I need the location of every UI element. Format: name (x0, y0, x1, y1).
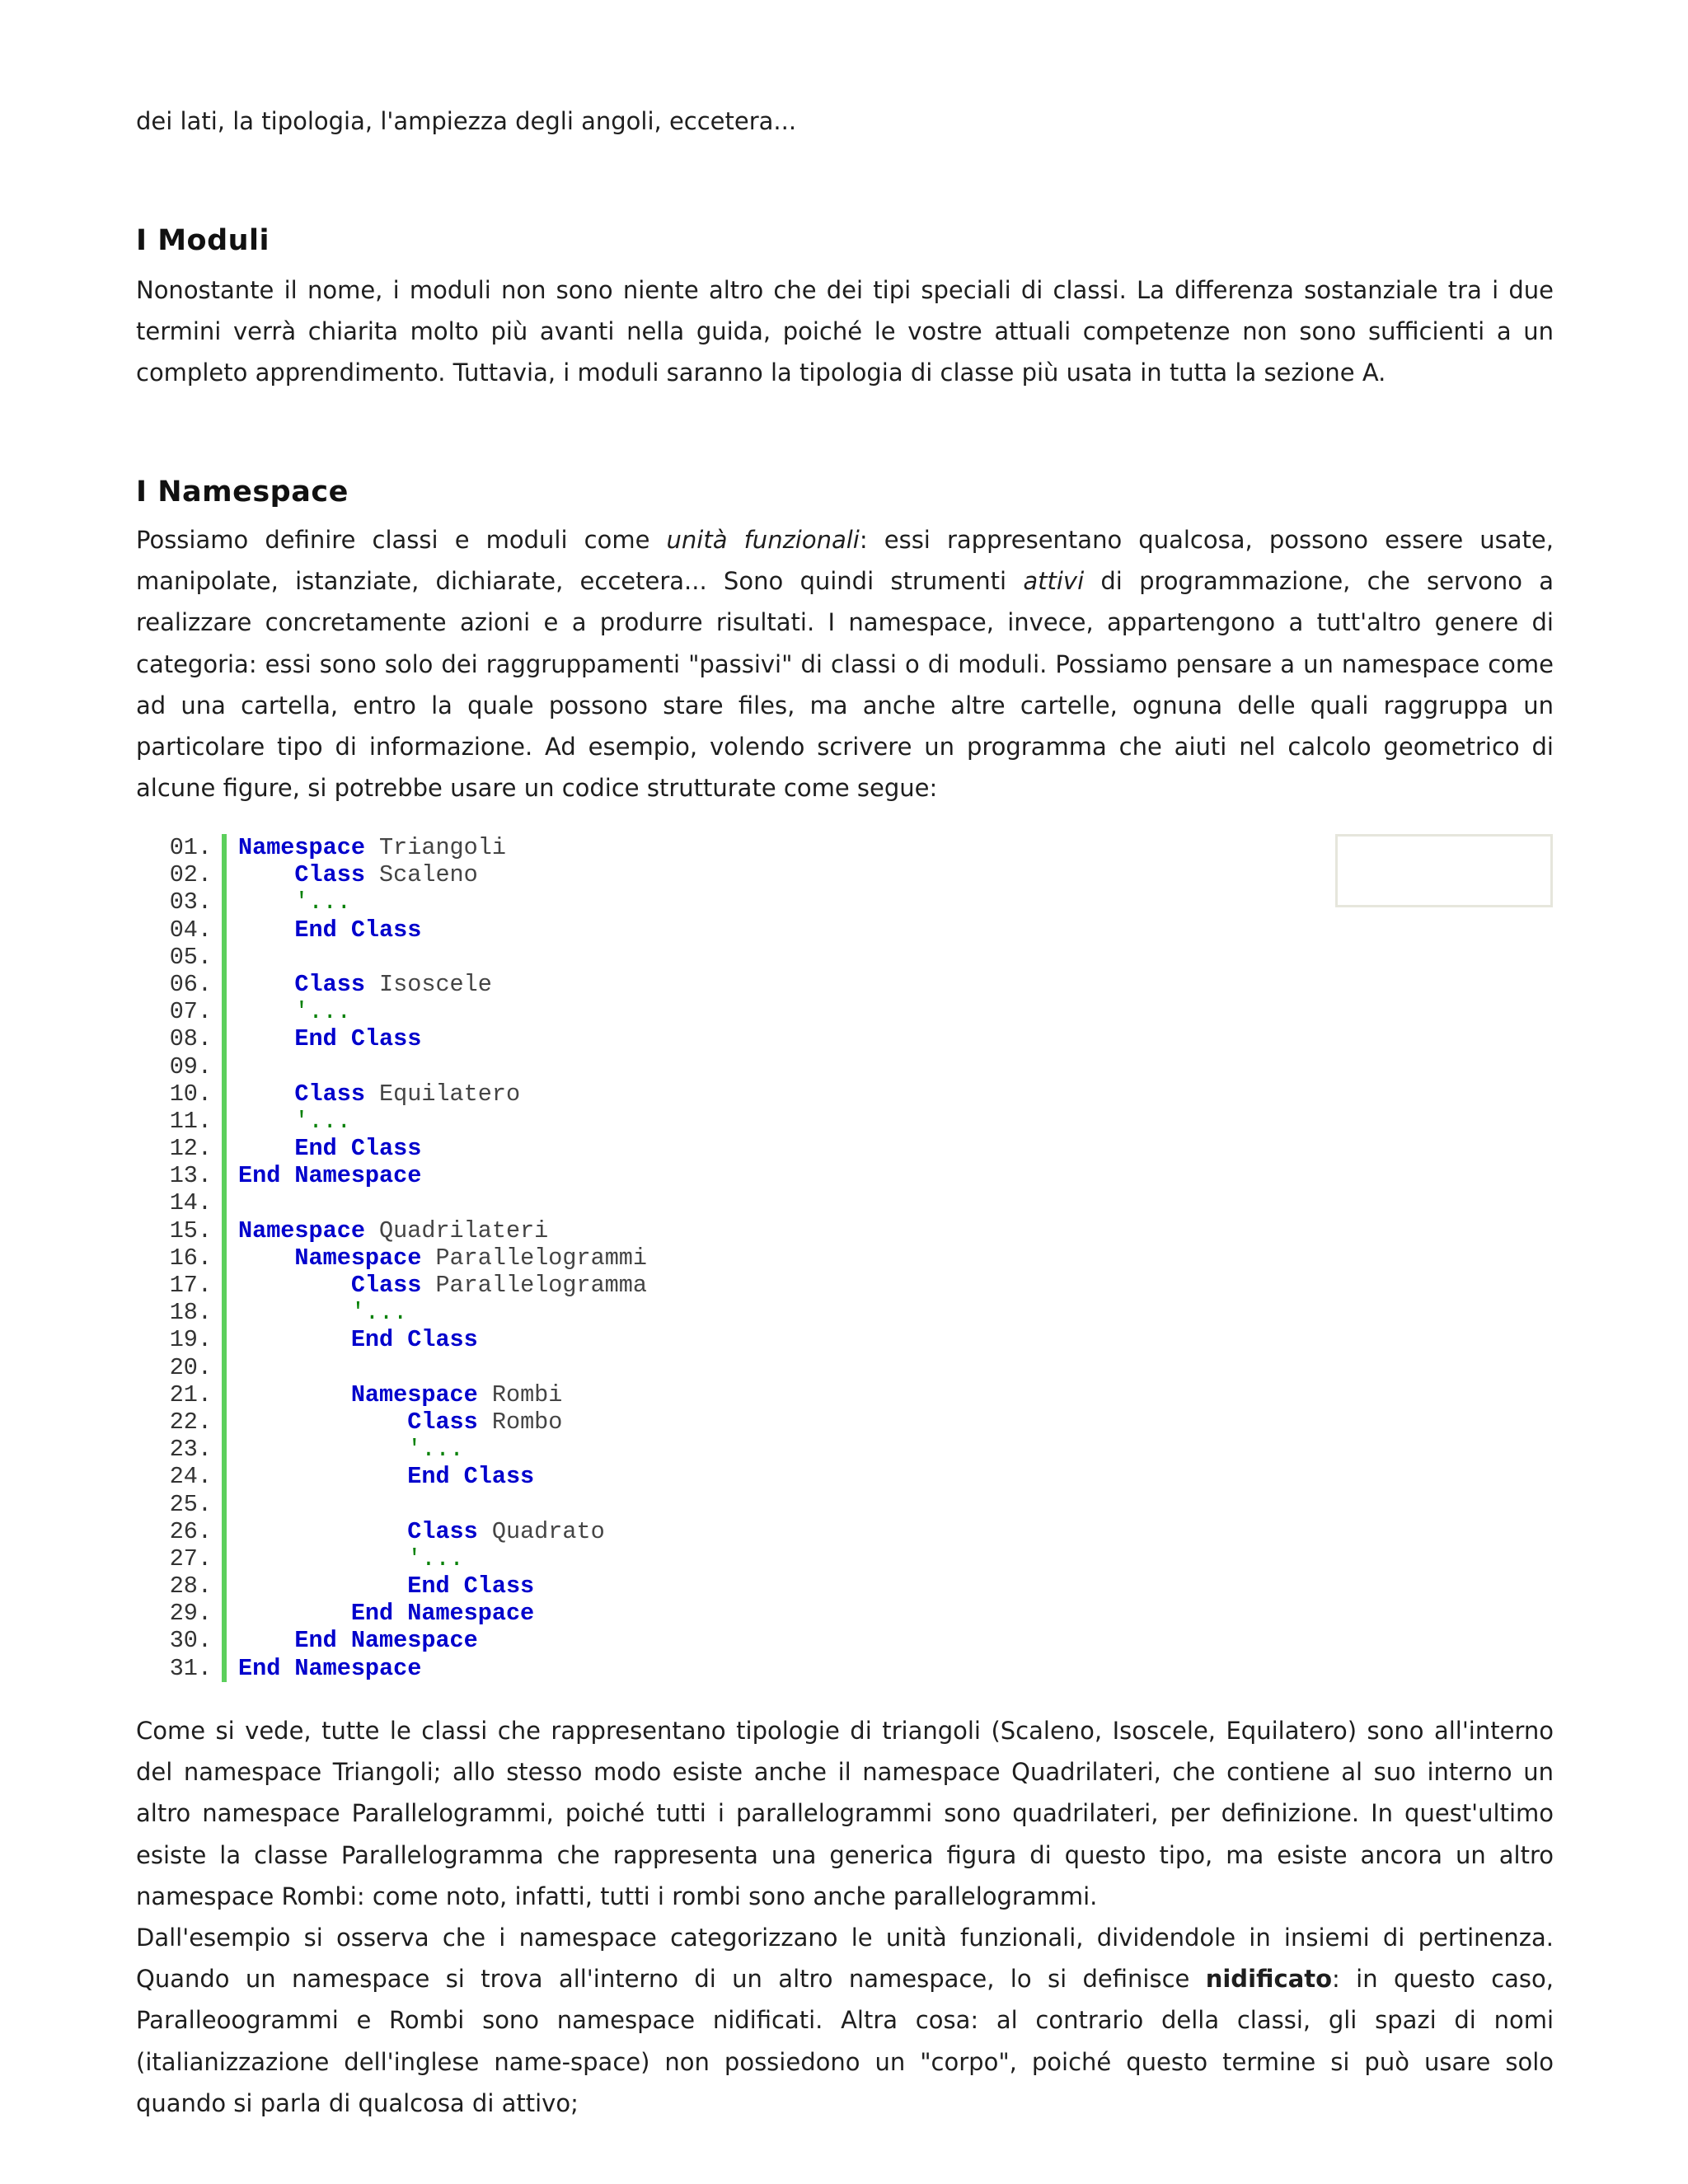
code-text (238, 1080, 520, 1108)
code-keyword: End Class (294, 1135, 422, 1163)
code-text (238, 861, 478, 888)
code-keyword: Class (294, 970, 365, 998)
code-text (238, 1244, 647, 1272)
code-line (161, 1600, 1554, 1627)
code-line (161, 1518, 1554, 1545)
code-text (238, 1627, 478, 1654)
line-number: 08. (169, 1025, 212, 1053)
line-number: 30. (169, 1627, 212, 1655)
code-text (238, 1326, 478, 1353)
line-number: 07. (169, 998, 212, 1026)
gutter-bar (222, 1053, 227, 1080)
code-keyword: End Class (407, 1572, 535, 1601)
code-comment: '... (294, 998, 351, 1026)
line-number: 19. (169, 1326, 212, 1354)
code-text (238, 1299, 407, 1326)
gutter-bar (222, 1299, 227, 1326)
line-number: 27. (169, 1544, 212, 1572)
code-line (161, 1135, 1554, 1162)
code-line (161, 1463, 1554, 1490)
code-text (238, 1545, 464, 1572)
code-text (238, 1135, 421, 1162)
code-line (161, 1189, 1554, 1216)
line-number: 09. (169, 1052, 212, 1080)
line-number: 28. (169, 1572, 212, 1601)
code-text (238, 1436, 464, 1463)
line-number: 13. (169, 1162, 212, 1190)
line-number: 03. (169, 888, 212, 916)
code-keyword: Class (350, 1272, 422, 1299)
gutter-bar (222, 944, 227, 971)
gutter-bar (222, 1436, 227, 1463)
code-text (238, 888, 351, 916)
code-keyword: Namespace (350, 1380, 478, 1408)
gutter-bar (222, 1627, 227, 1654)
code-text (238, 1408, 562, 1436)
line-number: 05. (169, 943, 212, 971)
code-comment: '... (294, 888, 351, 916)
namespace-paragraph (136, 519, 1554, 808)
code-keyword: Class (294, 861, 365, 889)
namespace-paragraph-part: : essi rappresentano qualcosa, possono essere usate, manipolate, istanziate, dichiarate, eccetera... Sono quindi strumenti (136, 526, 1554, 596)
code-keyword: Namespace (238, 834, 365, 861)
code-keyword: Class (407, 1517, 478, 1545)
code-identifier: Rombo (491, 1408, 563, 1436)
code-line (161, 1627, 1554, 1654)
code-text (238, 1108, 351, 1135)
code-text (238, 1463, 534, 1490)
code-keyword: End Namespace (238, 1162, 422, 1190)
line-number: 26. (169, 1517, 212, 1545)
code-keyword: End Class (350, 1326, 478, 1354)
code-keyword: Class (407, 1408, 478, 1436)
code-keyword: Namespace (294, 1244, 422, 1272)
code-text (238, 1655, 421, 1682)
code-text (238, 1162, 421, 1189)
gutter-bar (222, 861, 227, 888)
gutter-bar (222, 1572, 227, 1600)
nidificato-paragraph-part: : in questo caso, Paralleoogrammi e Rombi sono namespace nidificati. Altra cosa: al contrario della classi, gli spazi di nomi (italianizzazione dell'inglese name-space) non possiedono un "corpo", poiché questo termine si può usare solo quando si parla di qualcosa di attivo; (136, 1965, 1554, 2117)
code-line (161, 1354, 1554, 1381)
gutter-bar (222, 1135, 227, 1162)
gutter-bar (222, 1408, 227, 1436)
gutter-bar (222, 1600, 227, 1627)
code-text (238, 998, 351, 1025)
line-number: 12. (169, 1135, 212, 1163)
intro-line: dei lati, la tipologia, l'ampiezza degli angoli, eccetera... (136, 107, 797, 135)
code-text (238, 916, 421, 944)
gutter-bar (222, 1162, 227, 1189)
code-identifier: Scaleno (379, 861, 478, 889)
code-line (161, 971, 1554, 998)
line-number: 10. (169, 1080, 212, 1108)
code-line (161, 944, 1554, 971)
code-keyword: Class (294, 1080, 365, 1108)
gutter-bar (222, 1025, 227, 1052)
code-line (161, 1244, 1554, 1272)
code-keyword: End Class (407, 1463, 535, 1491)
code-text (238, 1518, 605, 1545)
code-comment: '... (294, 1107, 351, 1135)
code-identifier: Rombi (491, 1380, 563, 1408)
gutter-bar (222, 1272, 227, 1299)
line-number: 21. (169, 1380, 212, 1408)
code-identifier: Quadrilateri (379, 1216, 549, 1244)
gutter-bar (222, 1381, 227, 1408)
code-line (161, 1436, 1554, 1463)
gutter-bar (222, 1545, 227, 1572)
code-text (238, 1217, 548, 1244)
gutter-bar (222, 1491, 227, 1518)
code-text (238, 1272, 647, 1299)
line-number: 02. (169, 861, 212, 889)
code-identifier: Parallelogrammi (435, 1244, 648, 1272)
line-number: 24. (169, 1463, 212, 1491)
code-text (238, 1381, 562, 1408)
gutter-bar (222, 998, 227, 1025)
code-line (161, 1053, 1554, 1080)
code-keyword: End Class (294, 916, 422, 944)
line-number: 14. (169, 1189, 212, 1217)
code-keyword: End Namespace (238, 1654, 422, 1682)
code-comment: '... (407, 1544, 464, 1572)
code-text (238, 834, 506, 861)
gutter-bar (222, 916, 227, 944)
code-line (161, 1408, 1554, 1436)
code-line (161, 1080, 1554, 1108)
heading-moduli: I Moduli (136, 224, 270, 257)
gutter-bar (222, 971, 227, 998)
nidificato-paragraph-part: Dall'esempio si osserva che i namespace categorizzano le unità funzionali, dividendole in insiemi di pertinenza. Quando un namespace si trova all'interno di un altro namespace, lo si definisce (136, 1924, 1554, 1994)
code-line (161, 998, 1554, 1025)
line-number: 23. (169, 1436, 212, 1464)
gutter-bar (222, 888, 227, 916)
moduli-paragraph: Nonostante il nome, i moduli non sono niente altro che dei tipi speciali di classi. La differenza sostanziale tra i due termini verrà chiarita molto più avanti nella guida, poiché le vostre attuali competenze non sono sufficienti a un completo apprendimento. Tuttavia, i moduli saranno la tipologia di classe più usata in tutta la sezione A. (136, 276, 1554, 387)
code-identifier: Equilatero (379, 1080, 521, 1108)
code-keyword: End Class (294, 1025, 422, 1053)
line-number: 25. (169, 1490, 212, 1518)
code-line (161, 1545, 1554, 1572)
code-line (161, 1326, 1554, 1353)
line-number: 29. (169, 1600, 212, 1628)
code-text (238, 1572, 534, 1600)
code-keyword: End Namespace (294, 1627, 478, 1655)
emphasis-unita-funzionali: unità funzionali (666, 526, 860, 554)
code-comment: '... (350, 1299, 408, 1327)
nidificato-paragraph (136, 1917, 1554, 2124)
line-number: 18. (169, 1299, 212, 1327)
code-line (161, 1299, 1554, 1326)
line-number: 31. (169, 1654, 212, 1682)
code-line (161, 1572, 1554, 1600)
code-line (161, 1655, 1554, 1682)
code-line (161, 1108, 1554, 1135)
gutter-bar (222, 834, 227, 861)
gutter-bar (222, 1189, 227, 1216)
line-number: 06. (169, 970, 212, 998)
gutter-bar (222, 1655, 227, 1682)
emphasis-attivi: attivi (1023, 567, 1085, 596)
gutter-bar (222, 1354, 227, 1381)
code-text (238, 1600, 534, 1627)
line-number: 04. (169, 916, 212, 944)
bold-nidificato: nidificato (1205, 1965, 1333, 1994)
code-line (161, 1491, 1554, 1518)
line-number: 15. (169, 1216, 212, 1244)
code-listing (161, 834, 1554, 1682)
code-text (238, 971, 492, 998)
gutter-bar (222, 1244, 227, 1272)
code-identifier: Isoscele (379, 970, 492, 998)
namespace-paragraph-part: Possiamo definire classi e moduli come (136, 526, 667, 554)
line-number: 11. (169, 1107, 212, 1135)
gutter-bar (222, 1463, 227, 1490)
line-number: 16. (169, 1244, 212, 1272)
gutter-bar (222, 1518, 227, 1545)
code-comment: '... (407, 1436, 464, 1464)
code-identifier: Parallelogramma (435, 1272, 647, 1299)
code-keyword: Namespace (238, 1216, 365, 1244)
line-number: 22. (169, 1408, 212, 1436)
code-line (161, 1025, 1554, 1052)
code-keyword: End Namespace (350, 1600, 535, 1628)
line-number: 01. (169, 834, 212, 861)
heading-namespace: I Namespace (136, 476, 349, 509)
code-line (161, 1272, 1554, 1299)
code-line (161, 1381, 1554, 1408)
code-identifier: Triangoli (379, 834, 506, 861)
code-line (161, 1217, 1554, 1244)
code-line (161, 916, 1554, 944)
explanation-paragraph: Come si vede, tutte le classi che rappresentano tipologie di triangoli (Scaleno, Isoscele, Equilatero) sono all'interno del namespace Triangoli; allo stesso modo esiste anche il namespace Quadrilateri, che contiene al suo interno un altro namespace Parallelogrammi, poiché tutti i parallelogrammi sono quadrilateri, per definizione. In quest'ultimo esiste la classe Parallelogramma che rappresenta una generica figura di questo tipo, ma esiste ancora un altro namespace Rombi: come noto, infatti, tutti i rombi sono anche parallelogrammi. (136, 1717, 1554, 1910)
gutter-bar (222, 1080, 227, 1108)
namespace-paragraph-part: di programmazione, che servono a realizzare concretamente azioni e a produrre risultati. I namespace, invece, appartengono a tutt'altro genere di categoria: essi sono solo dei raggruppamenti "passivi" di classi o di moduli. Possiamo pensare a un namespace come ad una cartella, entro la quale possono stare files, ma anche altre cartelle, ognuna delle quali raggruppa un particolare tipo di informazione. Ad esempio, volendo scrivere un programma che aiuti nel calcolo geometrico di alcune figure, si potrebbe usare un codice strutturate come segue: (136, 567, 1554, 803)
line-number: 20. (169, 1353, 212, 1381)
code-identifier: Quadrato (491, 1517, 605, 1545)
gutter-bar (222, 1326, 227, 1353)
gutter-bar (222, 1108, 227, 1135)
line-number: 17. (169, 1272, 212, 1299)
code-text (238, 1025, 421, 1052)
empty-box (1335, 834, 1553, 907)
code-line (161, 1162, 1554, 1189)
gutter-bar (222, 1217, 227, 1244)
